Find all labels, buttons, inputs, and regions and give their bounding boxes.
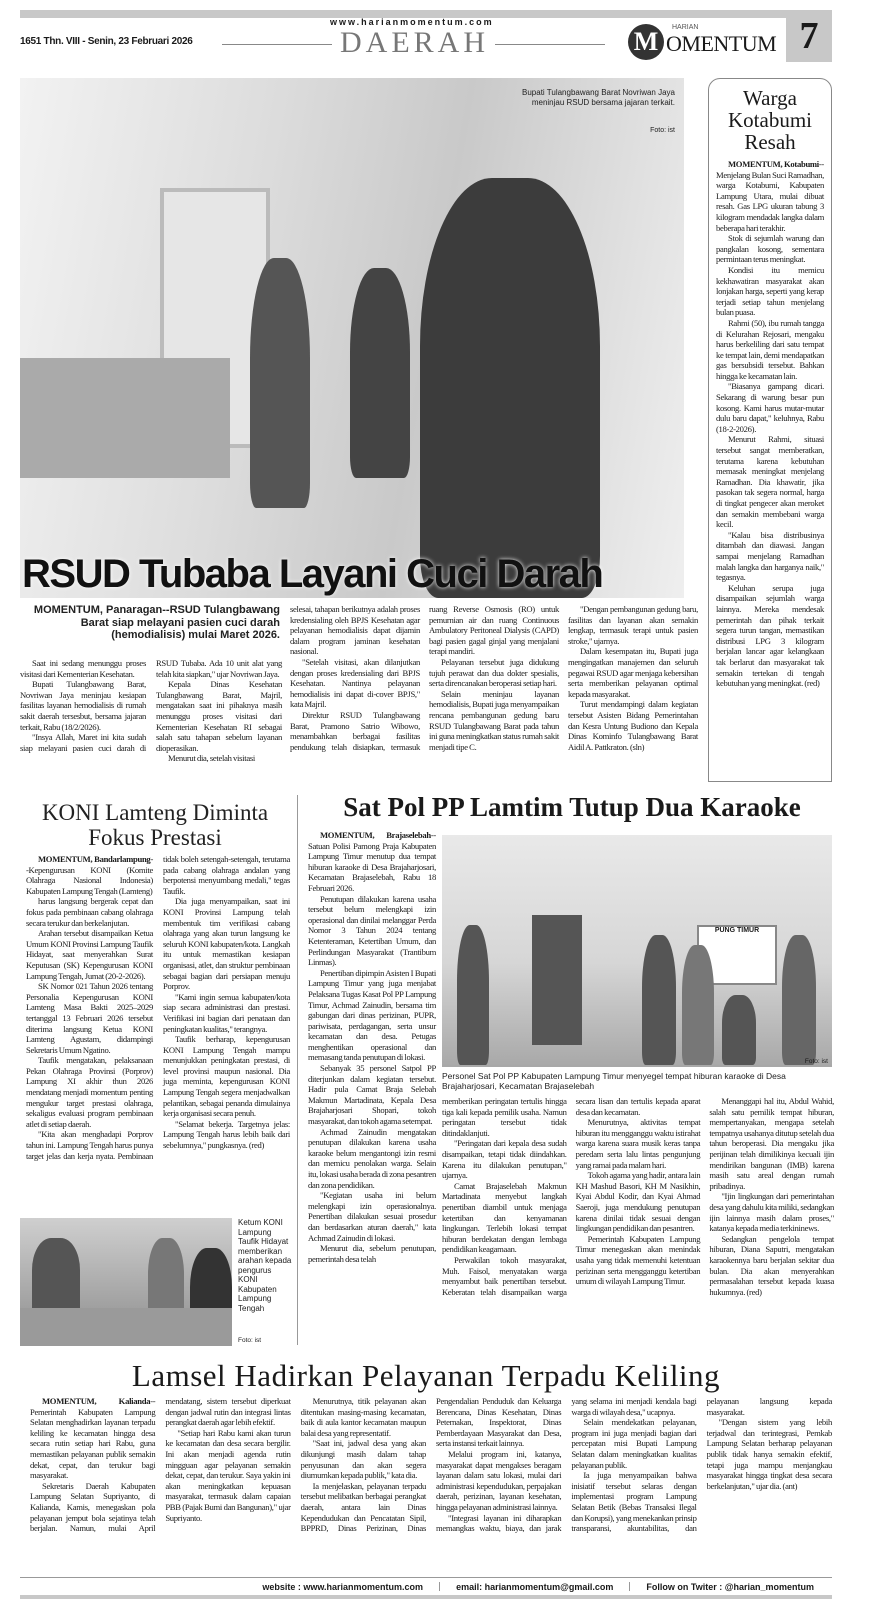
paragraph: "Setiap hari Rabu kami akan turun ke kecamatan dan desa secara bergilir. Ini akan menjadi agenda rutin mingguan agar pelayanan semakin dekat, cepat, dan terukur. Saya yakin ini akan meningkatkan kepuasan masyarakat, termasuk dalam capaian PBB (Pajak Bumi dan Bangunan)," ujar Supriyanto. bbox=[165, 1427, 291, 1523]
paragraph: "Dengan sistem yang lebih terjadwal dan terintegrasi, Pemkab Lampung Selatan berharap pelayanan publik tidak hanya semakin efektif, tetapi juga mampu menjangkau masyarakat hingga tingkat desa secara berkelanjutan," ujar dia. (ant) bbox=[706, 1417, 832, 1491]
paragraph: Sedangkan pengelola tempat hiburan, Diana Saputri, mengatakan karaokennya baru berjalan sekitar dua bulan. Dia akan menyerahkan permasalahan tersebut kepada kuasa hukumnya. (red) bbox=[709, 1233, 834, 1297]
photo-person bbox=[642, 935, 676, 1065]
satpol-photo-caption: Personel Sat Pol PP Kabupaten Lampung Timur menyegel tempat hiburan karaoke di Desa Brajaharjosari, Kecamatan Brajaselebah bbox=[442, 1071, 786, 1091]
paragraph: Sekretaris Daerah Kabupaten Lampung Selatan Supriyanto, di Kalianda, Kamis, menegaskan pola pelayanan jemput bola sejatinya telah berjalan. Namun, mulai April mendatang, sistem tersebut diperkuat dengan jadwal rutin dan integrasi lintas perangkat daerah agar lebih efektif. bbox=[30, 1396, 291, 1534]
paragraph: Saat ini sedang menunggu proses visitasi dari Kementerian Kesehatan. bbox=[20, 658, 146, 679]
paragraph: SK Nomor 021 Tahun 2026 tentang Personalia Kepengurusan KONI Lamteng Masa Bakti 2025–2029 tertanggal 13 Februari 2026 tersebut diterima langsung Ketua KONI Lamteng Agustam, didampingi Sekretaris Umum Ngatino. bbox=[26, 981, 153, 1055]
divider bbox=[439, 1582, 440, 1591]
footer-twitter[interactable]: Follow on Twiter : @harian_momentum bbox=[646, 1581, 814, 1592]
paragraph: Taufik berharap, kepengurusan KONI Lampung Tengah mampu menunjukkan peningkatan prestasi, di level provinsi maupun nasional. Dia juga meminta, kepengurusan KONI Lampung Tengah segera menjadwalkan pelantikan, sebagai penanda dimulainya kerja organisasi secara penuh. bbox=[163, 1034, 290, 1119]
photo-person bbox=[457, 925, 489, 1065]
paragraph: Bupati Tulangbawang Barat, Novriwan Jaya meninjau kesiapan fasilitas layanan hemodialisis di rumah sakit daerah tersesbut, bersama jajaran terkait, Rabu (18/2/2026). bbox=[20, 679, 146, 732]
paragraph: Kondisi itu memicu kekhawatiran masyarakat akan lonjakan harga, seperti yang kerap terjadi setiap tahun menjelang bulan puasa. bbox=[716, 264, 824, 318]
paragraph: Pemerintah Kabupaten Lampung Timur menegaskan akan menindak usaha yang tidak memenuhi ketentuan perizinan serta mengganggu ketertiban umum di wilayah Lampung Timur. bbox=[575, 1233, 701, 1287]
paragraph: Dalam kesempatan itu, Bupati juga mengingatkan manajemen dan seluruh pegawai RSUD agar menjaga kebersihan serta memberikan pelayanan optimal kepada masyarakat. bbox=[568, 646, 698, 699]
paragraph: Sebanyak 35 personel Satpol PP diterjunkan dalam kegiatan tersebut. Hadir pula Camat Braja Selebah Makmun Martadinata, Kepala Desa Brajaharjosari Shopari, tokoh masyarakat, dan tokoh agama setempat. bbox=[308, 1063, 436, 1127]
paragraph: "Kita akan menghadapi Porprov tahun ini. Lampung Tengah harus punya target jelas dan kerja nyata. Pembinaan tidak boleh setengah-setengah, terutama pada cabang olahraga andalan yang berpotensi menyumbang medali," tegas Taufik. bbox=[26, 854, 290, 1161]
photo-credit: Foto: ist bbox=[650, 127, 675, 134]
paragraph: Menurut dia, setelah visitasi bbox=[168, 753, 255, 764]
paragraph: Camat Brajaselebah Makmun Martadinata menyebut langkah penertiban diambil untuk menjaga ketertiban dan kenyamanan lingkungan. Terlebih lokasi tempat hiburan berdekatan dengan lembaga pendidikan keagamaan. bbox=[442, 1180, 567, 1255]
photo-person bbox=[350, 268, 410, 478]
paragraph: harus langsung bergerak cepat dan fokus pada pembinaan cabang olahraga secara terukur dan berkelanjutan. bbox=[26, 896, 153, 928]
paragraph: Penutupan dilakukan karena usaha tersebut belum melengkapi izin operasional dan dinilai melanggar Perda Nomor 3 Tahun 2024 tentang Ketenteraman, Ketertiban Umum, dan Perlindungan Masyarakat (Trantibum Linmas). bbox=[308, 893, 436, 968]
photo-sign: PUNG TIMUR bbox=[697, 925, 777, 985]
paragraph: Menanggapi hal itu, Abdul Wahid, salah satu pemilik tempat hiburan, mempertanyakan, mengapa setelah tempatnya usahanya ditutup setelah dua tahun beroperasi. Dia mengaku jika perijinan telah dimilikinya kecuali ijin mendirikan bangunan (IMB) karena masih satu areal dengan rumah pribadinya. bbox=[709, 1096, 834, 1191]
lead-body-left bbox=[20, 658, 282, 764]
paragraph: MOMENTUM, Kalianda--Pemerintah Kabupaten Lampung Selatan menghadirkan layanan terpadu keliling ke kecamatan hingga desa secara rutin setiap hari Rabu, guna memastikan pelayanan publik semakin dekat, cepat, dan terukur bagi masyarakat. bbox=[30, 1396, 156, 1481]
paragraph: Tokoh agama yang hadir, antara lain KH Mashud Basori, KH M Nasikhin, Kyai Abdul Kodir, dan Kyai Ahmad Saeroji, juga mendukung penutupan karena dinilai tidak sesuai dengan lingkungan pendidikan dan pesantren. bbox=[575, 1170, 701, 1234]
photo-caption: Bupati Tulangbawang Barat Novriwan Jaya meninjau RSUD bersama jajaran terkait. bbox=[522, 88, 675, 107]
paragraph: Kepala Dinas Kesehatan Tulangbawang Barat, Majril, mengatakan saat ini pihaknya masih menunggu proses visitasi dari Kementerian Kesehatan RI sebagai salah satu tahapan sebelum layanan dioperasikan. bbox=[156, 679, 282, 753]
paragraph: Direktur RSUD Tulangbawang Barat, Pramono Satrio Wibowo, menambahkan berbagai fasilitas pendukung telah disiapkan, termasuk ruang Reverse Osmosis (RO) untuk pemurnian air dan ruang Continuous Ambulatory Peritoneal Dialysis (CAPD) bagi pasien gagal ginjal yang menjalani terapi mandiri. bbox=[290, 604, 559, 752]
paragraph: Taufik mengatakan, pelaksanaan Pekan Olahraga Provinsi (Porprov) Lampung XI akhir thun 2026 mendatang menjadi momentum penting mengukur target prestasi olahraga, sekaligus evaluasi program pembinaan atlet di setiap daerah. bbox=[26, 1055, 153, 1129]
lamsel-title: Lamsel Hadirkan Pelayanan Terpadu Keliling bbox=[131, 1358, 721, 1393]
sidebar-body bbox=[716, 159, 824, 689]
satpol-photo bbox=[442, 835, 832, 1067]
paragraph: "Saat ini, jadwal desa yang akan dikunjungi masih dalam tahap penyusunan dan akan segera diumumkan kepada publik," kata dia. bbox=[300, 1438, 426, 1481]
issue-date: 1651 Thn. VIII - Senin, 23 Februari 2026 bbox=[20, 36, 193, 47]
logo-name: OMENTUM bbox=[666, 31, 777, 56]
paragraph: MOMENTUM, Bandarlampung--Kepengurusan KONI (Komite Olahraga Nasional Indonesia) Kabupaten Lampung Tengah (Lamteng) bbox=[26, 854, 153, 896]
paragraph: Ia juga menyampaikan bahwa inisiatif tersebut selaras dengan implementasi program Lampung Selatan Betik (Bebas Transaksi Ilegal dan Korupsi), yang menekankan prinsip transparansi, akuntabilitas, dan pelayanan langsung kepada masyarakat. bbox=[571, 1396, 832, 1534]
paragraph: "Kami ingin semua kabupaten/kota siap secara administrasi dan prestasi. Verifikasi ini bagian dari penataan dan peningkatan kualitas," terangnya. bbox=[163, 991, 290, 1034]
paragraph: memberikan peringatan tertulis hingga tiga kali kepada pemilik usaha. Namun peringatan tersebut tidak ditindaklanjuti. bbox=[442, 1096, 567, 1138]
divider bbox=[629, 1582, 630, 1591]
page-number: 7 bbox=[786, 10, 832, 62]
divider bbox=[222, 44, 332, 45]
koni-title: KONI Lamteng Diminta Fokus Prestasi bbox=[41, 800, 269, 850]
koni-photo-credit: Foto: ist bbox=[238, 1337, 262, 1344]
footer-website[interactable]: website : www.harianmomentum.com bbox=[262, 1581, 424, 1592]
paragraph: "Dengan pembangunan gedung baru, fasilitas dan layanan akan semakin lengkap, termasuk terapi untuk pasien stroke," ujarnya. bbox=[568, 604, 698, 646]
footer bbox=[20, 1577, 832, 1599]
lead-headline: RSUD Tubaba Layani Cuci Darah bbox=[22, 552, 603, 596]
koni-photo bbox=[20, 1218, 232, 1346]
koni-photo-caption: Ketum KONI Lampung Taufik Hidayat memberikan arahan kepada pengurus KONI Kabupaten Lampung Tengah bbox=[238, 1218, 292, 1313]
photo-person bbox=[250, 258, 310, 508]
satpol-photo-credit: Foto: ist bbox=[804, 1058, 828, 1065]
paragraph: selesai, tahapan berikutnya adalah proses kredensialing oleh BPJS Kesehatan agar pelayanan hemodialisis dapat dijamin dalam program jaminan kesehatan nasional. bbox=[290, 604, 420, 657]
paragraph: Rahmi (50), ibu rumah tangga di Kelurahan Rejosari, mengaku harus berkeliling dari satu tempat ke tempat lain, demi mendapatkan gas bersubsidi tersebut. Bahkan hingga ke kecamatan lain. bbox=[716, 317, 824, 381]
lead-photo bbox=[20, 78, 684, 598]
footer-email[interactable]: email: harianmomentum@gmail.com bbox=[456, 1581, 614, 1592]
paragraph: Menurut dia, sebelum penutupan, pemerintah desa telah bbox=[308, 1243, 436, 1264]
paragraph: "Setelah visitasi, akan dilanjutkan dengan proses kredensialing dari BPJS Kesehatan. Nantinya pelayanan hemodialisis ini dapat di-cover BPJS," kata Majril. bbox=[290, 656, 420, 710]
paragraph: "Integrasi layanan ini diharapkan memangkas waktu, biaya, dan jarak yang selama ini menjadi kendala bagi warga di wilayah desa," ucapnya. bbox=[435, 1396, 697, 1534]
satpol-title: Sat Pol PP Lamtim Tutup Dua Karaoke bbox=[343, 792, 801, 822]
column-divider bbox=[297, 795, 298, 1345]
photo-person bbox=[722, 995, 756, 1065]
paragraph: Menurutnya, aktivitas tempat hiburan itu mengganggu waktu istirahat warga karena suara musik keras tanpa peredam serta lalu lintas pengunjung yang ramai pada malam hari. bbox=[575, 1117, 701, 1170]
paragraph: Dia juga menyampaikan, saat ini KONI Provinsi Lampung telah membentuk tim verifikasi cabang olahraga yang akan turun langsung ke seluruh KONI kabupaten/kota. Langkah itu untuk memastikan kesiapan organisasi, atlet, dan struktur pembinaan sebagai bagian dari persiapan menuju Porprov. bbox=[163, 896, 290, 992]
lead-summary: MOMENTUM, Panaragan--RSUD Tulangbawang Barat siap melayani pasien cuci darah (hemodialisis) mulai Maret 2026. bbox=[33, 604, 280, 641]
paragraph: Achmad Zainudin mengatakan penutupan dilakukan karena usaha karaoke belum mengantongi izin resmi dan memicu penolakan warga. Selain itu, lokasi usaha berada di zona pesantren dan zona pendidikan. bbox=[308, 1126, 436, 1190]
paragraph: Turut mendampingi dalam kegiatan tersebut Asisten Bidang Pemerintahan dan Kesra Untung Budiono dan Kepala Dinas Kominfo Tulangbawang Barat Aidil A. Pattkraton. (sln) bbox=[568, 699, 698, 752]
paragraph: Perwakilan tokoh masyarakat, Muh. Faisol, menyatakan warga menyambut baik penertiban tersebut. Keberatan telah disampaikan warga secara lisan dan tertulis kepada aparat desa dan kecamatan. bbox=[442, 1096, 701, 1297]
paragraph: Selain meninjau layanan hemodialisis, Bupati juga menyampaikan rencana pembangunan gedung baru RSUD Tulangbawang Barat pada tahun ini guna meningkatkan status rumah sakit menjadi tipe C. bbox=[429, 688, 559, 752]
satpol-body-rest bbox=[442, 1096, 834, 1297]
newspaper-logo bbox=[628, 24, 778, 62]
paragraph: Pelayanan tersebut juga didukung tujuh perawat dan dua dokter spesialis, serta direncanakan beroperasi setiap hari. bbox=[429, 656, 559, 689]
photo-person bbox=[32, 1238, 80, 1318]
koni-body bbox=[26, 854, 290, 1161]
logo-small-text: HARIAN bbox=[672, 24, 699, 31]
paragraph: Menurutnya, titik pelayanan akan ditentukan masing-masing kecamatan, baik di aula kantor kecamatan maupun balai desa yang representatif. bbox=[300, 1396, 426, 1438]
paragraph: "Peringatan dari kepala desa sudah disampaikan, tetapi tidak diindahkan. Karena itu dilakukan penutupan," ujarnya. bbox=[442, 1138, 567, 1181]
dateline: MOMENTUM, Kalianda bbox=[42, 1396, 151, 1406]
paragraph: Arahan tersebut disampaikan Ketua Umum KONI Provinsi Lampung Taufik Hidayat, saat menyerahkan Surat Keputusan (SK) Kepengurusan KONI Lampung Tengah, Jumat (20-2-2026). bbox=[26, 928, 153, 981]
divider bbox=[495, 44, 605, 45]
photo-person bbox=[782, 935, 816, 1065]
photo-table bbox=[20, 1308, 232, 1346]
section-title: DAERAH bbox=[340, 26, 489, 59]
paragraph: Melalui program ini, katanya, masyarakat dapat mengakses beragam layanan dalam satu lokasi, mulai dari administrasi kependudukan, perpajakan daerah, perizinan, layanan kesehatan, hingga pelayanan administrasi lainnya. bbox=[435, 1448, 562, 1512]
sidebar-title: Warga Kotabumi Resah bbox=[728, 86, 812, 154]
dateline: MOMENTUM, Bandarlampung bbox=[38, 854, 151, 864]
lamsel-body bbox=[30, 1396, 832, 1534]
photo-person bbox=[420, 178, 600, 598]
dateline: MOMENTUM, Kotabumi bbox=[728, 159, 819, 169]
paragraph: Penertiban dipimpin Asisten I Bupati Lampung Timur yang juga menjabat Pelaksana Tugas Kasat Pol PP Lampung Timur, Achmad Zainudin, bersama tim gabungan dari dinas perizinan, PUPR, pariwisata, perdagangan, serta unsur kecamatan dan desa. Petugas menghentikan operasional dan memasang tanda penutupan di lokasi. bbox=[308, 967, 436, 1063]
paragraph: Keluhan serupa juga disampaikan sejumlah warga lainnya. Mereka mendesak pemerintah dan pihak terkait segera turun tangan, memastikan distribusi LPG 3 kilogram berjalan lancar agar kelangkaan tak berlarut dan masyarakat tak semakin tertekan di tengah kebutuhan yang meningkat. (red) bbox=[716, 582, 824, 689]
photo-person bbox=[682, 945, 714, 1065]
paragraph: "Kegiatan usaha ini belum melengkapi izin operasionalnya. Penertiban dilakukan sesuai prosedur dan berdasarkan aturan daerah," kata Achmad Zainudin di lokasi. bbox=[308, 1190, 436, 1243]
paragraph: Menurut Rahmi, situasi tersebut sangat memberatkan, terutama karena kebutuhan memasak meningkat menjelang Ramadhan. Dia khawatir, jika pasokan tak segera normal, harga di tingkat pengecer akan meroket dan semakin membebani warga kecil. bbox=[716, 434, 824, 530]
paragraph: MOMENTUM, Kotabumi--Menjelang Bulan Suci Ramadhan, warga Kotabumi, Kabupaten Lampung Utara, mulai dibuat resah. Gas LPG ukuran tabung 3 kilogram mendadak langka dalam beberapa hari terakhir. bbox=[716, 159, 824, 233]
lead-body-right bbox=[290, 604, 698, 752]
paragraph: Selain mendekatkan pelayanan, program ini juga menjadi bagian dari percepatan misi Bupati Lampung Selatan dalam meningkatkan kualitas pelayanan publik. bbox=[571, 1417, 697, 1470]
paragraph: MOMENTUM, Brajaselebah--Satuan Polisi Pamong Praja Kabupaten Lampung Timur menutup dua tempat hiburan karaoke di Desa Brajaharjosari, Kecamatan Brajaselebah, Rabu 18 Februari 2026. bbox=[308, 830, 436, 893]
paragraph: "Ijin lingkungan dari pemerintahan desa yang dahulu kita miliki, sedangkan ijin lainnya masih dalam proses," katanya kepada media terkininews. bbox=[709, 1191, 834, 1234]
photo-hospital-bed bbox=[20, 358, 230, 478]
paragraph: Ia menjelaskan, pelayanan terpadu tersebut melibatkan berbagai perangkat daerah, antara lain Dinas Kependudukan dan Pencatatan Sipil, BPPRD, Dinas Perizinan, Dinas Pengendalian Penduduk dan Keluarga Berencana, Dinas Kesehatan, Dinas Peternakan, Inspektorat, Dinas Pemberdayaan Masyarakat dan Desa, serta instansi terkait lainnya. bbox=[300, 1396, 562, 1534]
header-website: www.harianmomentum.com bbox=[330, 17, 494, 27]
dateline: MOMENTUM, Brajaselebah bbox=[320, 830, 431, 840]
sidebar-article bbox=[708, 78, 832, 782]
photo-door bbox=[532, 915, 582, 1045]
paragraph: "Selamat bekerja. Targetnya jelas: Lampung Tengah harus lebih baik dari sebelumnya," pungkasnya. (red) bbox=[163, 1118, 290, 1151]
paragraph: Stok di sejumlah warung dan pangkalan kosong, sementara permintaan terus meningkat. bbox=[716, 233, 824, 265]
paragraph: "Insya Allah, Maret ini kita sudah siap melayani pasien cuci darah di RSUD Tubaba. Ada 10 unit alat yang telah kita siapkan," ujar Novriwan Jaya. bbox=[20, 658, 282, 753]
paragraph: "Kalau bisa distribusinya ditambah dan diawasi. Jangan sampai menjelang Ramadhan malah langka dan harganya naik," tegasnya. bbox=[716, 529, 824, 583]
satpol-body-first bbox=[308, 830, 436, 1264]
paragraph: "Biasanya gampang dicari. Sekarang di warung besar pun kosong. Kami harus mutar-mutar dulu baru dapat," keluhnya, Rabu (18-2-2026). bbox=[716, 381, 824, 434]
logo-mark: M bbox=[628, 24, 664, 60]
